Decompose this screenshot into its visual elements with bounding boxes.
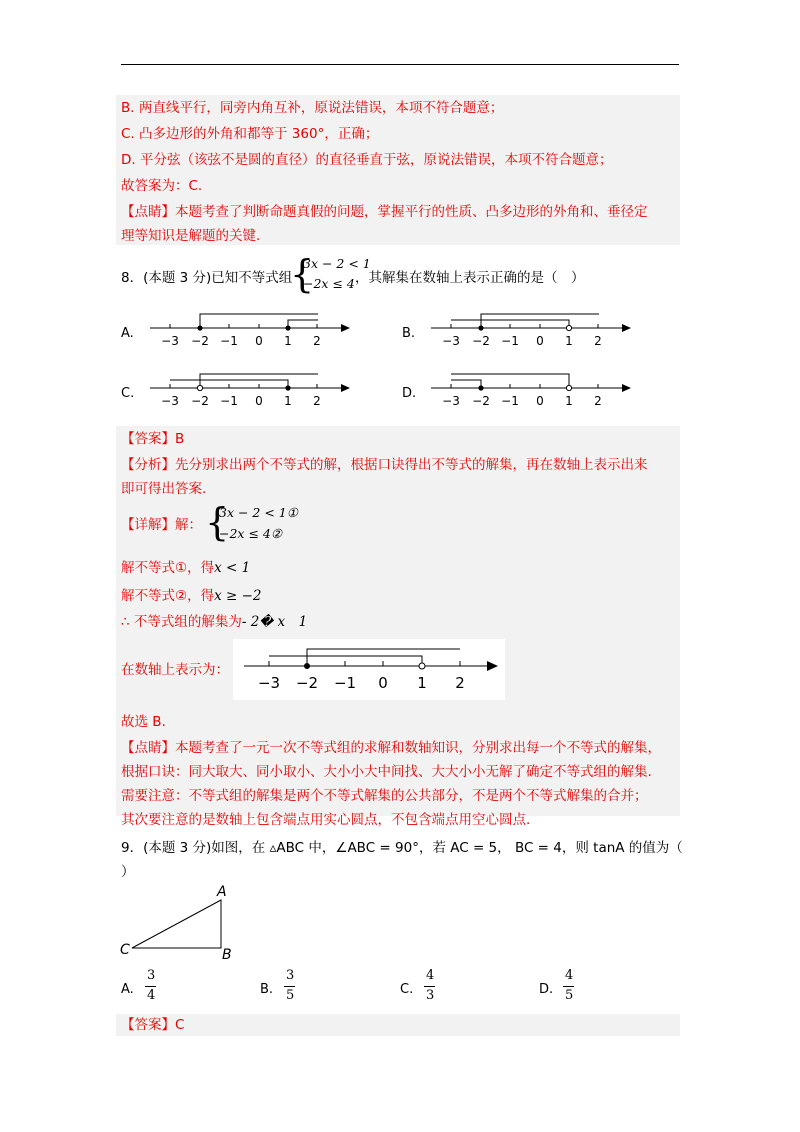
detail-tag: 【详解】: [121, 517, 175, 533]
q8-option-c-numberline: [145, 366, 355, 412]
vertex-c-label: C: [120, 942, 130, 958]
q9-triangle-figure: [118, 882, 243, 962]
a8-answer: [121, 429, 184, 449]
detail-prefix: 解：: [175, 517, 202, 533]
solve1-math: x < 1: [214, 560, 251, 576]
solve2-prefix: 解不等式②，得: [121, 588, 215, 604]
option-den: 5: [286, 988, 295, 1003]
option-num: 3: [147, 968, 156, 983]
q9-option-c: [400, 968, 460, 1008]
comment-text: 本题考查了判断命题真假的问题，掌握平行的性质、凸多边形的外角和、垂径定: [175, 204, 648, 220]
tick-label: −1: [220, 334, 238, 348]
a9-answer: [121, 1015, 184, 1035]
tick-label: 0: [255, 334, 263, 348]
a8-sys1: 3x − 2 < 1①: [219, 505, 298, 520]
q8-option-a-label: A.: [121, 326, 134, 341]
q9-line2: ）: [121, 864, 135, 880]
tick-label: 1: [565, 334, 573, 348]
option-label: B.: [260, 982, 274, 997]
answer-value: B: [175, 431, 185, 447]
tick-label: 2: [313, 394, 321, 408]
q9-option-b: [260, 968, 320, 1008]
tick-label: 2: [594, 394, 602, 408]
solution-math: - 2� x 1: [241, 614, 308, 630]
solution-prefix: ∴ 不等式组的解集为: [121, 614, 242, 630]
tick-label: −2: [295, 674, 319, 692]
comment-tag: 【点睛】: [121, 204, 175, 220]
a8-solve1: [121, 558, 250, 578]
tick-label: 0: [378, 674, 388, 692]
tick-label: 0: [536, 394, 544, 408]
q8-option-d-numberline: [426, 366, 636, 412]
q8-option-b-label: B.: [402, 326, 416, 341]
solution7-comment: [121, 202, 648, 222]
option-num: 3: [286, 968, 295, 983]
a8-numberline: [240, 643, 502, 697]
option-label: D.: [539, 982, 554, 997]
solution7-b: B. 两直线平行，同旁内角互补，原说法错误，本项不符合题意；: [121, 100, 504, 116]
tick-label: −3: [442, 394, 460, 408]
option-label: A.: [121, 982, 134, 997]
q9-option-d: [539, 968, 599, 1008]
a8-comment-3: 需要注意：不等式组的解集是两个不等式解集的公共部分，不是两个不等式解集的合并；: [121, 788, 648, 804]
vertex-a-label: A: [217, 884, 227, 900]
q8-ineq1: 3x − 2 < 1: [303, 256, 371, 271]
a8-analysis-cont: 即可得出答案.: [121, 481, 207, 497]
comment-text: 本题考查了一元一次不等式组的求解和数轴知识，分别求出每一个不等式的解集，: [175, 740, 661, 756]
a8-solution: [121, 612, 307, 632]
a8-solve2: [121, 586, 262, 606]
option-num: 4: [426, 968, 435, 983]
a8-detail: [121, 515, 202, 535]
tick-label: 0: [255, 394, 263, 408]
tick-label: −3: [442, 334, 460, 348]
q8-option-b-numberline: [426, 306, 636, 352]
q8-option-c-label: C.: [121, 386, 135, 401]
answer-value: C: [175, 1017, 185, 1033]
q8-option-a-numberline: [145, 306, 355, 352]
tick-label: −2: [191, 334, 209, 348]
analysis-text: 先分别求出两个不等式的解，根据口诀得出不等式的解集，再在数轴上表示出来: [175, 457, 648, 473]
vertex-b-label: B: [222, 947, 232, 962]
a8-comment: [121, 738, 661, 758]
tick-label: 2: [313, 334, 321, 348]
tick-label: 1: [284, 334, 292, 348]
tick-label: 1: [417, 674, 427, 692]
tick-label: −1: [333, 674, 357, 692]
solution7-c: C. 凸多边形的外角和都等于 360°，正确；: [121, 126, 379, 142]
option-den: 4: [147, 988, 156, 1003]
answer-tag: 【答案】: [121, 431, 175, 447]
tick-label: 2: [594, 334, 602, 348]
q8-option-d-label: D.: [402, 386, 417, 401]
header-rule: [121, 64, 679, 65]
a8-numberline-prefix: 在数轴上表示为：: [121, 662, 229, 678]
q8-prefix: 8．(本题 3 分)已知不等式组: [121, 270, 293, 286]
solution7-d: D. 平分弦（该弦不是圆的直径）的直径垂直于弦，原说法错误，本项不符合题意；: [121, 152, 613, 168]
q9-option-a: [121, 968, 181, 1008]
answer-tag: 【答案】: [121, 1017, 175, 1033]
q9-line1: 9．(本题 3 分)如图，在 ▵ABC 中，∠ABC = 90°，若 AC = 5， BC = 4，则 tanA 的值为（: [121, 840, 683, 856]
tick-label: −2: [472, 334, 490, 348]
option-den: 5: [565, 988, 574, 1003]
tick-label: −2: [472, 394, 490, 408]
tick-label: −2: [191, 394, 209, 408]
solve2-math: x ≥ −2: [214, 588, 262, 604]
a8-final: 故选 B.: [121, 714, 166, 730]
option-num: 4: [565, 968, 574, 983]
option-label: C.: [400, 982, 414, 997]
tick-label: −1: [501, 394, 519, 408]
option-den: 3: [426, 988, 435, 1003]
q8-ineq2: −2x ≤ 4: [303, 276, 355, 291]
a8-brace: {: [205, 500, 230, 544]
tick-label: −3: [161, 334, 179, 348]
q8-brace: {: [290, 252, 315, 296]
a8-comment-4: 其次要注意的是数轴上包含端点用实心圆点，不包含端点用空心圆点.: [121, 812, 531, 828]
fraction-bar: [563, 986, 574, 987]
a8-sys2: −2x ≤ 4②: [219, 526, 283, 541]
a8-analysis: [121, 455, 648, 475]
solution7-comment-cont: 理等知识是解题的关键.: [121, 228, 261, 244]
tick-label: 1: [284, 394, 292, 408]
tick-label: −1: [220, 394, 238, 408]
fraction-bar: [424, 986, 435, 987]
solution7-answer: 故答案为：C.: [121, 178, 203, 194]
tick-label: −3: [161, 394, 179, 408]
analysis-tag: 【分析】: [121, 457, 175, 473]
q8-suffix: ，其解集在数轴上表示正确的是（ ）: [355, 270, 585, 286]
comment-tag: 【点睛】: [121, 740, 175, 756]
tick-label: 1: [565, 394, 573, 408]
a8-comment-2: 根据口诀：同大取大、同小取小、大小小大中间找、大大小小无解了确定不等式组的解集.: [121, 764, 652, 780]
solve1-prefix: 解不等式①，得: [121, 560, 215, 576]
a9-box: [116, 1014, 680, 1036]
fraction-bar: [145, 986, 156, 987]
tick-label: 2: [455, 674, 465, 692]
tick-label: −3: [257, 674, 281, 692]
fraction-bar: [284, 986, 295, 987]
tick-label: 0: [536, 334, 544, 348]
tick-label: −1: [501, 334, 519, 348]
